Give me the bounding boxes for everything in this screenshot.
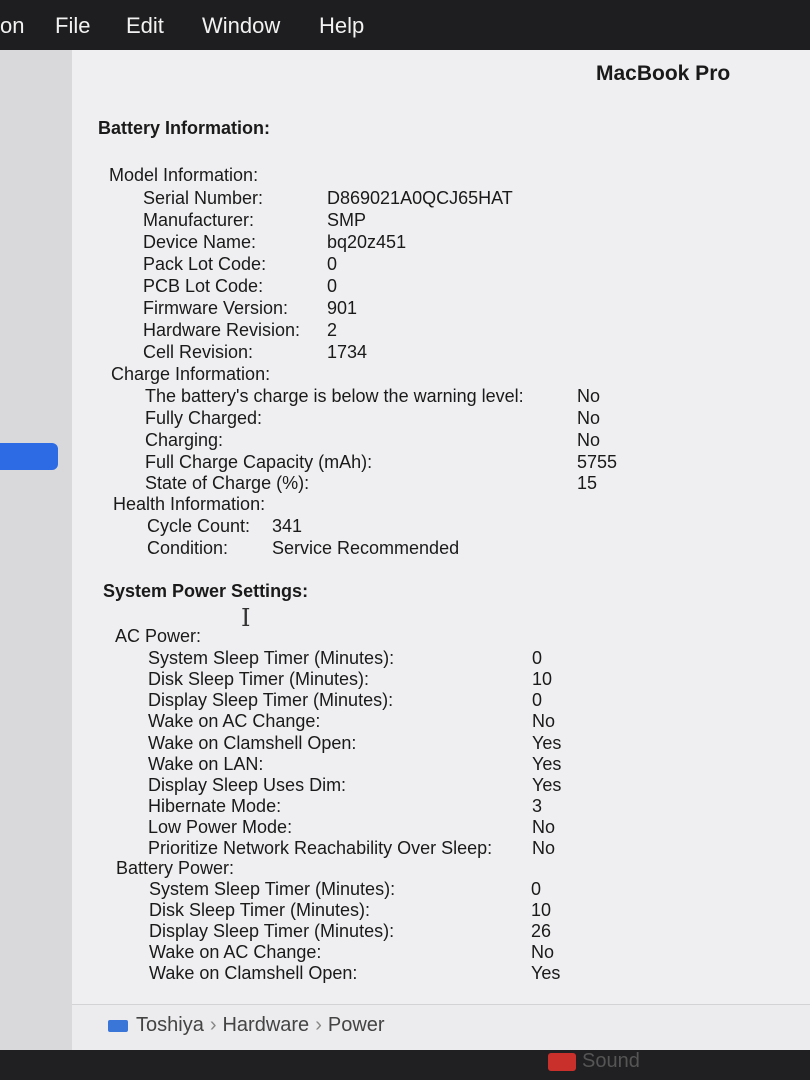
dock-sound-label: Sound <box>582 1050 640 1072</box>
fully-charged-label: Fully Charged: <box>145 408 263 428</box>
pack-lot-code-label: Pack Lot Code: <box>143 254 267 274</box>
below-warning-value: No <box>577 386 601 406</box>
menu-bar <box>0 0 810 50</box>
ac-low-power-label: Low Power Mode: <box>148 817 293 837</box>
device-name-label: Device Name: <box>143 232 257 252</box>
manufacturer-value: SMP <box>327 210 367 230</box>
dock-item-sound[interactable] <box>548 1050 640 1073</box>
sound-icon <box>548 1053 576 1071</box>
ac-hibernate-value: 3 <box>532 796 543 816</box>
health-info-heading: Health Information: <box>113 494 266 514</box>
ac-display-sleep-label: Display Sleep Timer (Minutes): <box>148 690 394 710</box>
menu-edit[interactable]: Edit <box>126 13 164 38</box>
text-cursor-icon: I <box>241 604 251 632</box>
ac-display-dim-value: Yes <box>532 775 562 795</box>
ac-network-reachability-value: No <box>532 838 556 858</box>
charging-value: No <box>577 430 601 450</box>
bat-display-sleep-value: 26 <box>531 921 552 941</box>
firmware-version-label: Firmware Version: <box>143 298 289 318</box>
breadcrumb-separator: › <box>315 1014 322 1036</box>
bat-wake-clamshell-label: Wake on Clamshell Open: <box>149 963 358 983</box>
ac-disk-sleep-value: 10 <box>532 669 553 689</box>
condition-value: Service Recommended <box>272 538 460 558</box>
cycle-count-label: Cycle Count: <box>147 516 251 536</box>
ac-system-sleep-value: 0 <box>532 648 543 668</box>
cycle-count-value: 341 <box>272 516 303 536</box>
breadcrumb-item-hardware[interactable]: Hardware <box>222 1014 310 1036</box>
ac-low-power-value: No <box>532 817 556 837</box>
ac-wake-clamshell-value: Yes <box>532 733 562 753</box>
ac-system-sleep-label: System Sleep Timer (Minutes): <box>148 648 395 668</box>
cell-revision-value: 1734 <box>327 342 368 362</box>
window-title: MacBook Pro <box>596 62 731 85</box>
hardware-revision-label: Hardware Revision: <box>143 320 301 340</box>
ac-display-sleep-value: 0 <box>532 690 543 710</box>
bat-display-sleep-label: Display Sleep Timer (Minutes): <box>149 921 395 941</box>
menu-file[interactable]: File <box>55 13 91 38</box>
serial-number-value: D869021A0QCJ65HAT <box>327 188 513 208</box>
ac-wake-lan-label: Wake on LAN: <box>148 754 264 774</box>
pcb-lot-code-label: PCB Lot Code: <box>143 276 264 296</box>
ac-wake-lan-value: Yes <box>532 754 562 774</box>
bat-disk-sleep-value: 10 <box>531 900 552 920</box>
pack-lot-code-value: 0 <box>327 254 338 274</box>
menu-window[interactable]: Window <box>202 13 281 38</box>
bat-disk-sleep-label: Disk Sleep Timer (Minutes): <box>149 900 371 920</box>
fully-charged-value: No <box>577 408 601 428</box>
menu-help[interactable]: Help <box>319 13 365 38</box>
bat-wake-ac-change-value: No <box>531 942 555 962</box>
ac-power-heading: AC Power: <box>115 626 202 646</box>
charging-label: Charging: <box>145 430 224 450</box>
state-of-charge-value: 15 <box>577 473 598 493</box>
state-of-charge-label: State of Charge (%): <box>145 473 310 493</box>
cell-revision-label: Cell Revision: <box>143 342 254 362</box>
dock-area <box>0 1050 810 1080</box>
condition-label: Condition: <box>147 538 229 558</box>
charge-info-heading: Charge Information: <box>111 364 271 384</box>
bat-system-sleep-label: System Sleep Timer (Minutes): <box>149 879 396 899</box>
sidebar <box>0 50 72 1050</box>
ac-display-dim-label: Display Sleep Uses Dim: <box>148 775 347 795</box>
menu-app[interactable]: on <box>0 13 25 38</box>
breadcrumb-item-power[interactable]: Power <box>327 1014 385 1036</box>
battery-power-heading: Battery Power: <box>116 858 235 878</box>
breadcrumb-separator: › <box>209 1014 217 1036</box>
breadcrumb <box>108 1014 385 1037</box>
manufacturer-label: Manufacturer: <box>143 210 255 230</box>
hardware-revision-value: 2 <box>327 320 338 340</box>
device-name-value: bq20z451 <box>327 232 407 252</box>
bat-wake-clamshell-value: Yes <box>531 963 561 983</box>
ac-hibernate-label: Hibernate Mode: <box>148 796 282 816</box>
bat-wake-ac-change-label: Wake on AC Change: <box>149 942 322 962</box>
full-charge-capacity-label: Full Charge Capacity (mAh): <box>145 452 373 472</box>
pcb-lot-code-value: 0 <box>327 276 338 296</box>
bat-system-sleep-value: 0 <box>531 879 542 899</box>
below-warning-label: The battery's charge is below the warning level: <box>145 386 524 406</box>
full-charge-capacity-value: 5755 <box>577 452 618 472</box>
ac-wake-ac-change-label: Wake on AC Change: <box>148 711 321 731</box>
breadcrumb-item-toshiya[interactable]: Toshiya <box>136 1014 204 1036</box>
battery-info-heading: Battery Information: <box>98 118 271 138</box>
ac-wake-ac-change-value: No <box>532 711 556 731</box>
model-info-heading: Model Information: <box>109 165 259 185</box>
serial-number-label: Serial Number: <box>143 188 264 208</box>
ac-network-reachability-label: Prioritize Network Reachability Over Sleep: <box>148 838 493 858</box>
power-settings-heading: System Power Settings: <box>103 581 309 601</box>
firmware-version-value: 901 <box>327 298 358 318</box>
laptop-icon <box>108 1020 128 1032</box>
sidebar-selected-item[interactable] <box>0 443 58 470</box>
ac-disk-sleep-label: Disk Sleep Timer (Minutes): <box>148 669 370 689</box>
ac-wake-clamshell-label: Wake on Clamshell Open: <box>148 733 357 753</box>
